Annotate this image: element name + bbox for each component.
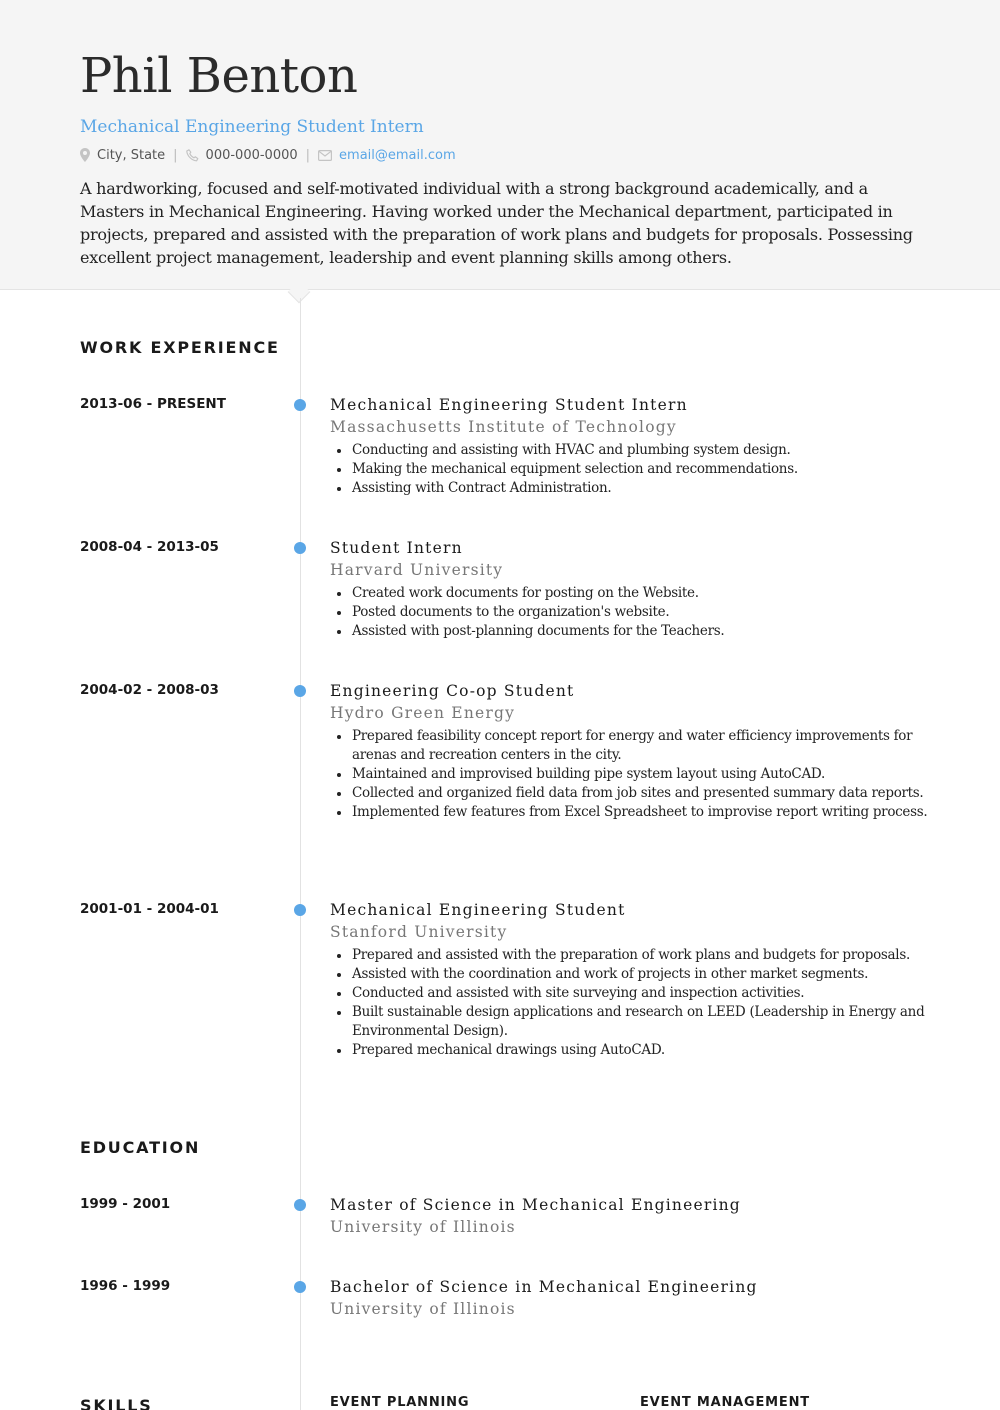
job-organization: Hydro Green Energy bbox=[330, 704, 516, 722]
envelope-icon bbox=[318, 150, 332, 161]
work-experience-heading: WORK EXPERIENCE bbox=[80, 338, 280, 357]
contact-phone bbox=[186, 148, 298, 163]
job-bullets bbox=[330, 441, 930, 498]
phone-icon bbox=[186, 149, 199, 162]
contact-separator: | bbox=[173, 147, 178, 163]
candidate-name: Phil Benton bbox=[80, 48, 358, 104]
job-bullet: Created work documents for posting on the Website. bbox=[330, 584, 930, 603]
job-organization: Stanford University bbox=[330, 923, 508, 941]
work-date: 2001-01 - 2004-01 bbox=[80, 901, 219, 917]
work-date: 2013-06 - PRESENT bbox=[80, 396, 226, 412]
job-bullet: Conducting and assisting with HVAC and plumbing system design. bbox=[330, 441, 930, 460]
resume-header bbox=[0, 0, 1000, 290]
skill-label: EVENT MANAGEMENT bbox=[640, 1395, 810, 1410]
job-bullet: Prepared feasibility concept report for energy and water efficiency improvements for arenas and recreation centers in the city. bbox=[330, 727, 930, 765]
job-role: Mechanical Engineering Student bbox=[330, 901, 626, 919]
job-bullet: Assisted with the coordination and work of projects in other market segments. bbox=[330, 965, 930, 984]
job-organization: Harvard University bbox=[330, 561, 504, 579]
contact-location bbox=[80, 148, 165, 163]
degree-name: Master of Science in Mechanical Engineering bbox=[330, 1196, 741, 1214]
work-date: 2004-02 - 2008-03 bbox=[80, 682, 219, 698]
job-bullet: Collected and organized field data from job sites and presented summary data reports. bbox=[330, 784, 930, 803]
job-bullet: Prepared mechanical drawings using AutoCAD. bbox=[330, 1041, 930, 1060]
school-name: University of Illinois bbox=[330, 1300, 516, 1318]
contact-email[interactable] bbox=[318, 148, 456, 163]
job-bullet: Built sustainable design applications and research on LEED (Leadership in Energy and Environmental Design). bbox=[330, 1003, 930, 1041]
education-date: 1996 - 1999 bbox=[80, 1278, 171, 1294]
skills-heading: SKILLS bbox=[80, 1396, 153, 1410]
timeline-line bbox=[300, 298, 301, 1410]
job-bullet: Making the mechanical equipment selection and recommendations. bbox=[330, 460, 930, 479]
timeline-dot bbox=[294, 685, 306, 697]
job-bullets bbox=[330, 727, 930, 822]
education-date: 1999 - 2001 bbox=[80, 1196, 171, 1212]
job-bullet: Conducted and assisted with site surveying and inspection activities. bbox=[330, 984, 930, 1003]
timeline-dot bbox=[294, 1199, 306, 1211]
phone-text: 000-000-0000 bbox=[205, 147, 298, 163]
profile-summary: A hardworking, focused and self-motivated individual with a strong background academically, and a Masters in Mechanical Engineering. Having worked under the Mechanical department, participated in projects, prepared and assisted with the preparation of work plans and budgets for proposals. Possessing excellent project management, leadership and event planning skills among others. bbox=[80, 179, 913, 267]
work-date: 2008-04 - 2013-05 bbox=[80, 539, 219, 555]
timeline-dot bbox=[294, 542, 306, 554]
job-role: Student Intern bbox=[330, 539, 463, 557]
school-name: University of Illinois bbox=[330, 1218, 516, 1236]
contact-separator: | bbox=[305, 147, 311, 163]
contact-info bbox=[80, 146, 456, 164]
job-bullets bbox=[330, 584, 930, 641]
timeline-dot bbox=[294, 1281, 306, 1293]
job-role: Mechanical Engineering Student Intern bbox=[330, 396, 688, 414]
education-heading: EDUCATION bbox=[80, 1138, 201, 1157]
map-pin-icon bbox=[80, 148, 90, 162]
job-bullet: Maintained and improvised building pipe system layout using AutoCAD. bbox=[330, 765, 930, 784]
skill-label: EVENT PLANNING bbox=[330, 1395, 470, 1410]
location-text: City, State bbox=[97, 147, 166, 163]
job-bullet: Implemented few features from Excel Spreadsheet to improvise report writing process. bbox=[330, 803, 930, 822]
timeline-dot bbox=[294, 904, 306, 916]
job-bullet: Assisting with Contract Administration. bbox=[330, 479, 930, 498]
job-organization: Massachusetts Institute of Technology bbox=[330, 418, 677, 436]
job-bullet: Prepared and assisted with the preparation of work plans and budgets for proposals. bbox=[330, 946, 930, 965]
degree-name: Bachelor of Science in Mechanical Engineering bbox=[330, 1278, 758, 1296]
job-bullets bbox=[330, 946, 930, 1060]
timeline-dot bbox=[294, 399, 306, 411]
job-bullet: Posted documents to the organization's website. bbox=[330, 603, 930, 622]
job-role: Engineering Co-op Student bbox=[330, 682, 575, 700]
candidate-title: Mechanical Engineering Student Intern bbox=[80, 117, 424, 137]
job-bullet: Assisted with post-planning documents for the Teachers. bbox=[330, 622, 930, 641]
email-link[interactable]: email@email.com bbox=[339, 147, 456, 163]
